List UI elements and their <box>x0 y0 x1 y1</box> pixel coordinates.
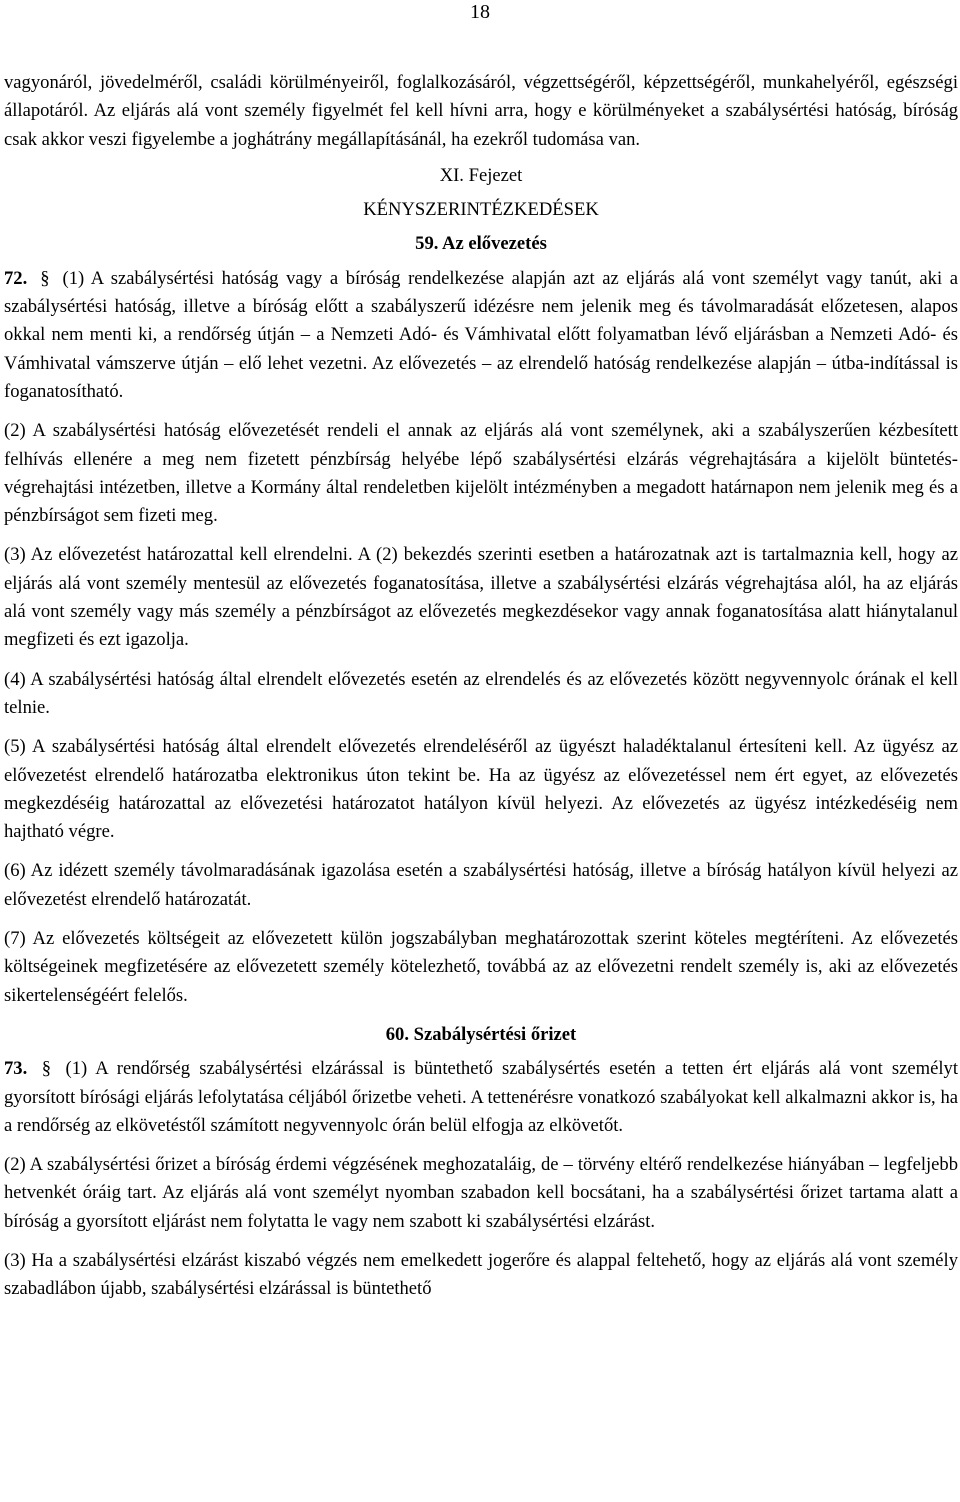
section-59-title: 59. Az elővezetés <box>415 233 547 255</box>
paragraph-text: (1) A szabálysértési hatóság vagy a bíróság rendelkezése alapján azt az eljárás alá vont személyt vagy tanút, aki a szabálysértési hatóság, illetve a bíróság előtt a szabályszerű idézésre nem jelenik meg és távolmaradását előzetesen, alapos okkal nem menti ki, a rendőrség útján – a Nemzeti Adó- és Vámhivatal előtt folyamatban lévő eljárásban a Nemzeti Adó- és Vámhivatal vámszerve útján – elő lehet vezetni. Az elővezetés – az elrendelő hatóság rendelkezése alapján – útba-indítással is foganatosítható. <box>4 267 958 402</box>
paragraph-text: (1) A rendőrség szabálysértési elzárással is büntethető szabálysértés esetén a tetten ért eljárás alá vont személyt gyorsított bírósági eljárás lefolytatása céljából őrizetbe veheti. A tettenérésre vonatkozó szabályokat kell alkalmazni akkor is, ha a rendőrség az elkövetéstől számított negyvennyolc órán belül elfogja az elkövetőt. <box>4 1058 959 1136</box>
article-73-paragraph-3: (3) Ha a szabálysértési elzárást kiszabó végzés nem emelkedett jogerőre és alappal feltehető, hogy az eljárás alá vont személy szabadlábon újabb, szabálysértési elzárással is büntethető <box>4 1249 958 1300</box>
section-sign: § <box>41 1058 52 1080</box>
article-72-paragraph-2: (2) A szabálysértési hatóság elővezetését rendeli el annak az eljárás alá vont személynek, aki a szabályszerűen kézbesített felhívás ellenére a meg nem fizetett pénzbírság helyébe lépő szabálysértési elzárás végrehajtására a kijelölt büntetés-végrehajtási intézetben, illetve a Kormány által rendeletben kijelölt intézményben a megadott határnapon nem jelenik meg és a pénzbírságot sem fizeti meg. <box>4 420 958 527</box>
article-72-paragraph-5: (5) A szabálysértési hatóság által elrendelt elővezetés elrendeléséről az ügyészt haladéktalanul értesíteni kell. Az ügyész az elővezetést elrendelő határozatba elektronikus úton tekint be. Ha az ügyész az elővezetéssel nem ért egyet, az elővezetés megkezdéséig határozattal az elővezetési határozatot hatályon kívül helyezi. Az elővezetés az ügyész intézkedéséig nem hajtható végre. <box>4 736 958 843</box>
article-73-paragraph-2: (2) A szabálysértési őrizet a bíróság érdemi végzésének meghozataláig, de – törvény eltérő rendelkezése hiányában – legfeljebb hetvenkét óráig tart. Az eljárás alá vont személyt nyomban szabadon kell bocsátani, ha a szabálysértési őrizet tartama alatt a bíróság a gyorsított eljárást nem folytatta le vagy nem szabott ki szabálysértési elzárást. <box>4 1154 958 1232</box>
section-60-title: 60. Szabálysértési őrizet <box>385 1023 577 1045</box>
article-72-paragraph-7: (7) Az elővezetés költségeit az elővezetett külön jogszabályban meghatározottak szerint köteles megtéríteni. Az elővezetés költségeinek megfizetésére az elővezetett személy kötelezhető, továbbá az az elővezetni rendelt személy is, aki az elővezetés sikertelenségéért felelős. <box>4 928 958 1006</box>
document-body <box>4 69 958 1304</box>
chapter-title: KÉNYSZERINTÉZKEDÉSEK <box>363 199 599 221</box>
article-72-number: 72. <box>4 267 28 289</box>
article-73-number: 73. <box>4 1058 28 1080</box>
article-72-paragraph-1 <box>4 265 958 406</box>
article-72-paragraph-3: (3) Az elővezetést határozattal kell elrendelni. A (2) bekezdés szerinti esetben a határozatnak azt is tartalmaznia kell, hogy az eljárás alá vont személy mentesül az elővezetés foganatosítása, illetve a szabálysértési elzárás végrehajtása alól, ha az eljárás alá vont személy vagy más személy a pénzbírságot az elővezetés megkezdésekor vagy annak foganatosítása alatt hiánytalanul megfizeti és ezt igazolja. <box>4 544 958 651</box>
article-72-paragraph-4: (4) A szabálysértési hatóság által elrendelt elővezetés esetén az elrendelés és az elővezetés között negyvennyolc órának el kell telnie. <box>4 668 958 718</box>
article-72-paragraph-6: (6) Az idézett személy távolmaradásának igazolása esetén a szabálysértési hatóság, illetve a bíróság hatályon kívül helyezi az elővezetést elrendelő határozatát. <box>4 860 958 910</box>
chapter-number: XI. Fejezet <box>439 164 523 186</box>
intro-paragraph: vagyonáról, jövedelméről, családi körülményeiről, foglalkozásáról, végzettségéről, képzettségéről, munkahelyéről, egészségi állapotáról. Az eljárás alá vont személy figyelmét fel kell hívni arra, hogy e körülményeket a szabálysértési hatóság, bíróság csak akkor veszi figyelembe a joghátrány megállapításánál, ha ezekről tudomása van. <box>4 72 958 150</box>
article-73-paragraph-1 <box>4 1055 958 1140</box>
page-number: 18 <box>470 1 490 23</box>
section-sign: § <box>40 267 50 289</box>
